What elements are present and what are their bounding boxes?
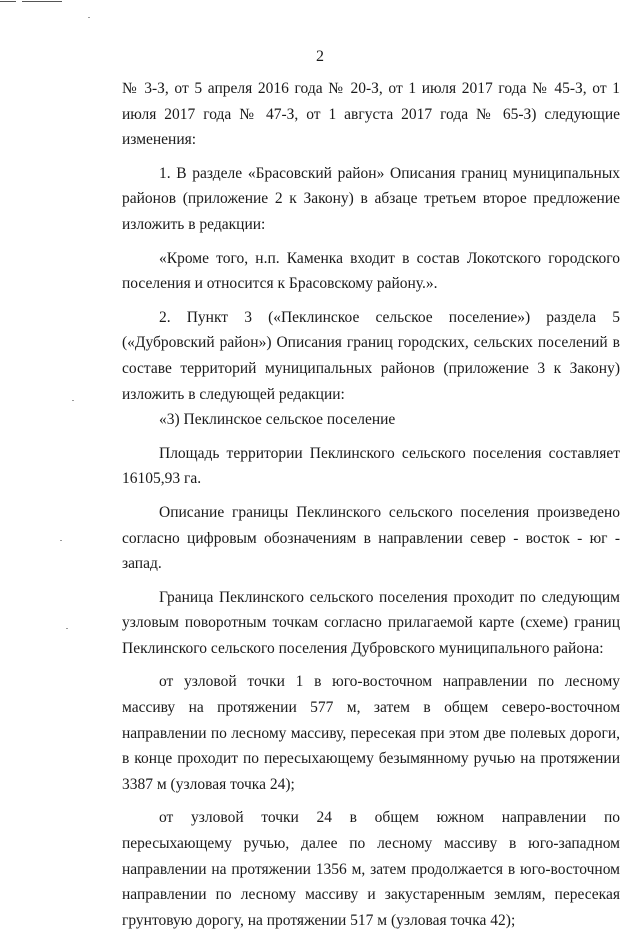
paragraph-point-1: от узловой точки 1 в юго-восточном направлении по лесному массиву на протяжении 577 м, затем в общем северо-восточном направлении по лесному массиву, пересекая при этом две полевых дороги, в конце проходит по пересыхающему безымянному ручью на протяжении 3387 м (узловая точка 24); bbox=[122, 673, 620, 793]
paragraph-boundary-points: Граница Пеклинского сельского поселения проходит по следующим узловым поворотным точкам согласно прилагаемой карте (схеме) границ Пеклинского сельского поселения Дубровского муниципального района: bbox=[122, 588, 620, 657]
page-number: 2 bbox=[316, 48, 324, 65]
paragraph-amendments-intro: № 3-З, от 5 апреля 2016 года № 20-З, от 1 июля 2017 года № 45-З, от 1 июля 2017 года № 47-З, от 1 августа 2017 года № 65-З) следующие изменения: bbox=[122, 80, 620, 149]
paragraph-item-2: 2. Пункт 3 («Пеклинское сельское поселение») раздела 5 («Дубровский район») Описания границ городских, сельских поселений в составе территорий муниципальных районов (приложение 3 к Закону) изложить в следующей редакции: bbox=[122, 308, 620, 403]
scan-speck bbox=[66, 628, 68, 629]
paragraph-boundary-description: Описание границы Пеклинского сельского поселения произведено согласно цифровым обозначениям в направлении север - восток - юг - запад. bbox=[122, 503, 620, 573]
paragraph-quote-kamenka: «Кроме того, н.п. Каменка входит в состав Локотского городского поселения и относится к Брасовскому району.». bbox=[122, 249, 620, 293]
scan-speck bbox=[88, 17, 90, 18]
paragraph-settlement-heading: «3) Пеклинское сельское поселение bbox=[159, 411, 396, 429]
document-body bbox=[122, 76, 620, 933]
scan-speck bbox=[60, 540, 62, 541]
paragraph-area: Площадь территории Пеклинского сельского поселения составляет 16105,93 га. bbox=[122, 444, 620, 488]
scan-edge-mark bbox=[0, 0, 62, 5]
paragraph-item-1: 1. В разделе «Брасовский район» Описания границ муниципальных районов (приложение 2 к Закону) в абзаце третьем второе предложение изложить в редакции: bbox=[122, 164, 620, 233]
paragraph-point-24: от узловой точки 24 в общем южном направлении по пересыхающему ручью, далее по лесному массиву в юго-западном направлении на протяжении 1356 м, затем продолжается в юго-восточном направлении по лесному массиву и закустаренным землям, пересекая грунтовую дорогу, на протяжении 517 м (узловая точка 42); bbox=[122, 809, 620, 929]
scan-speck bbox=[72, 400, 74, 401]
